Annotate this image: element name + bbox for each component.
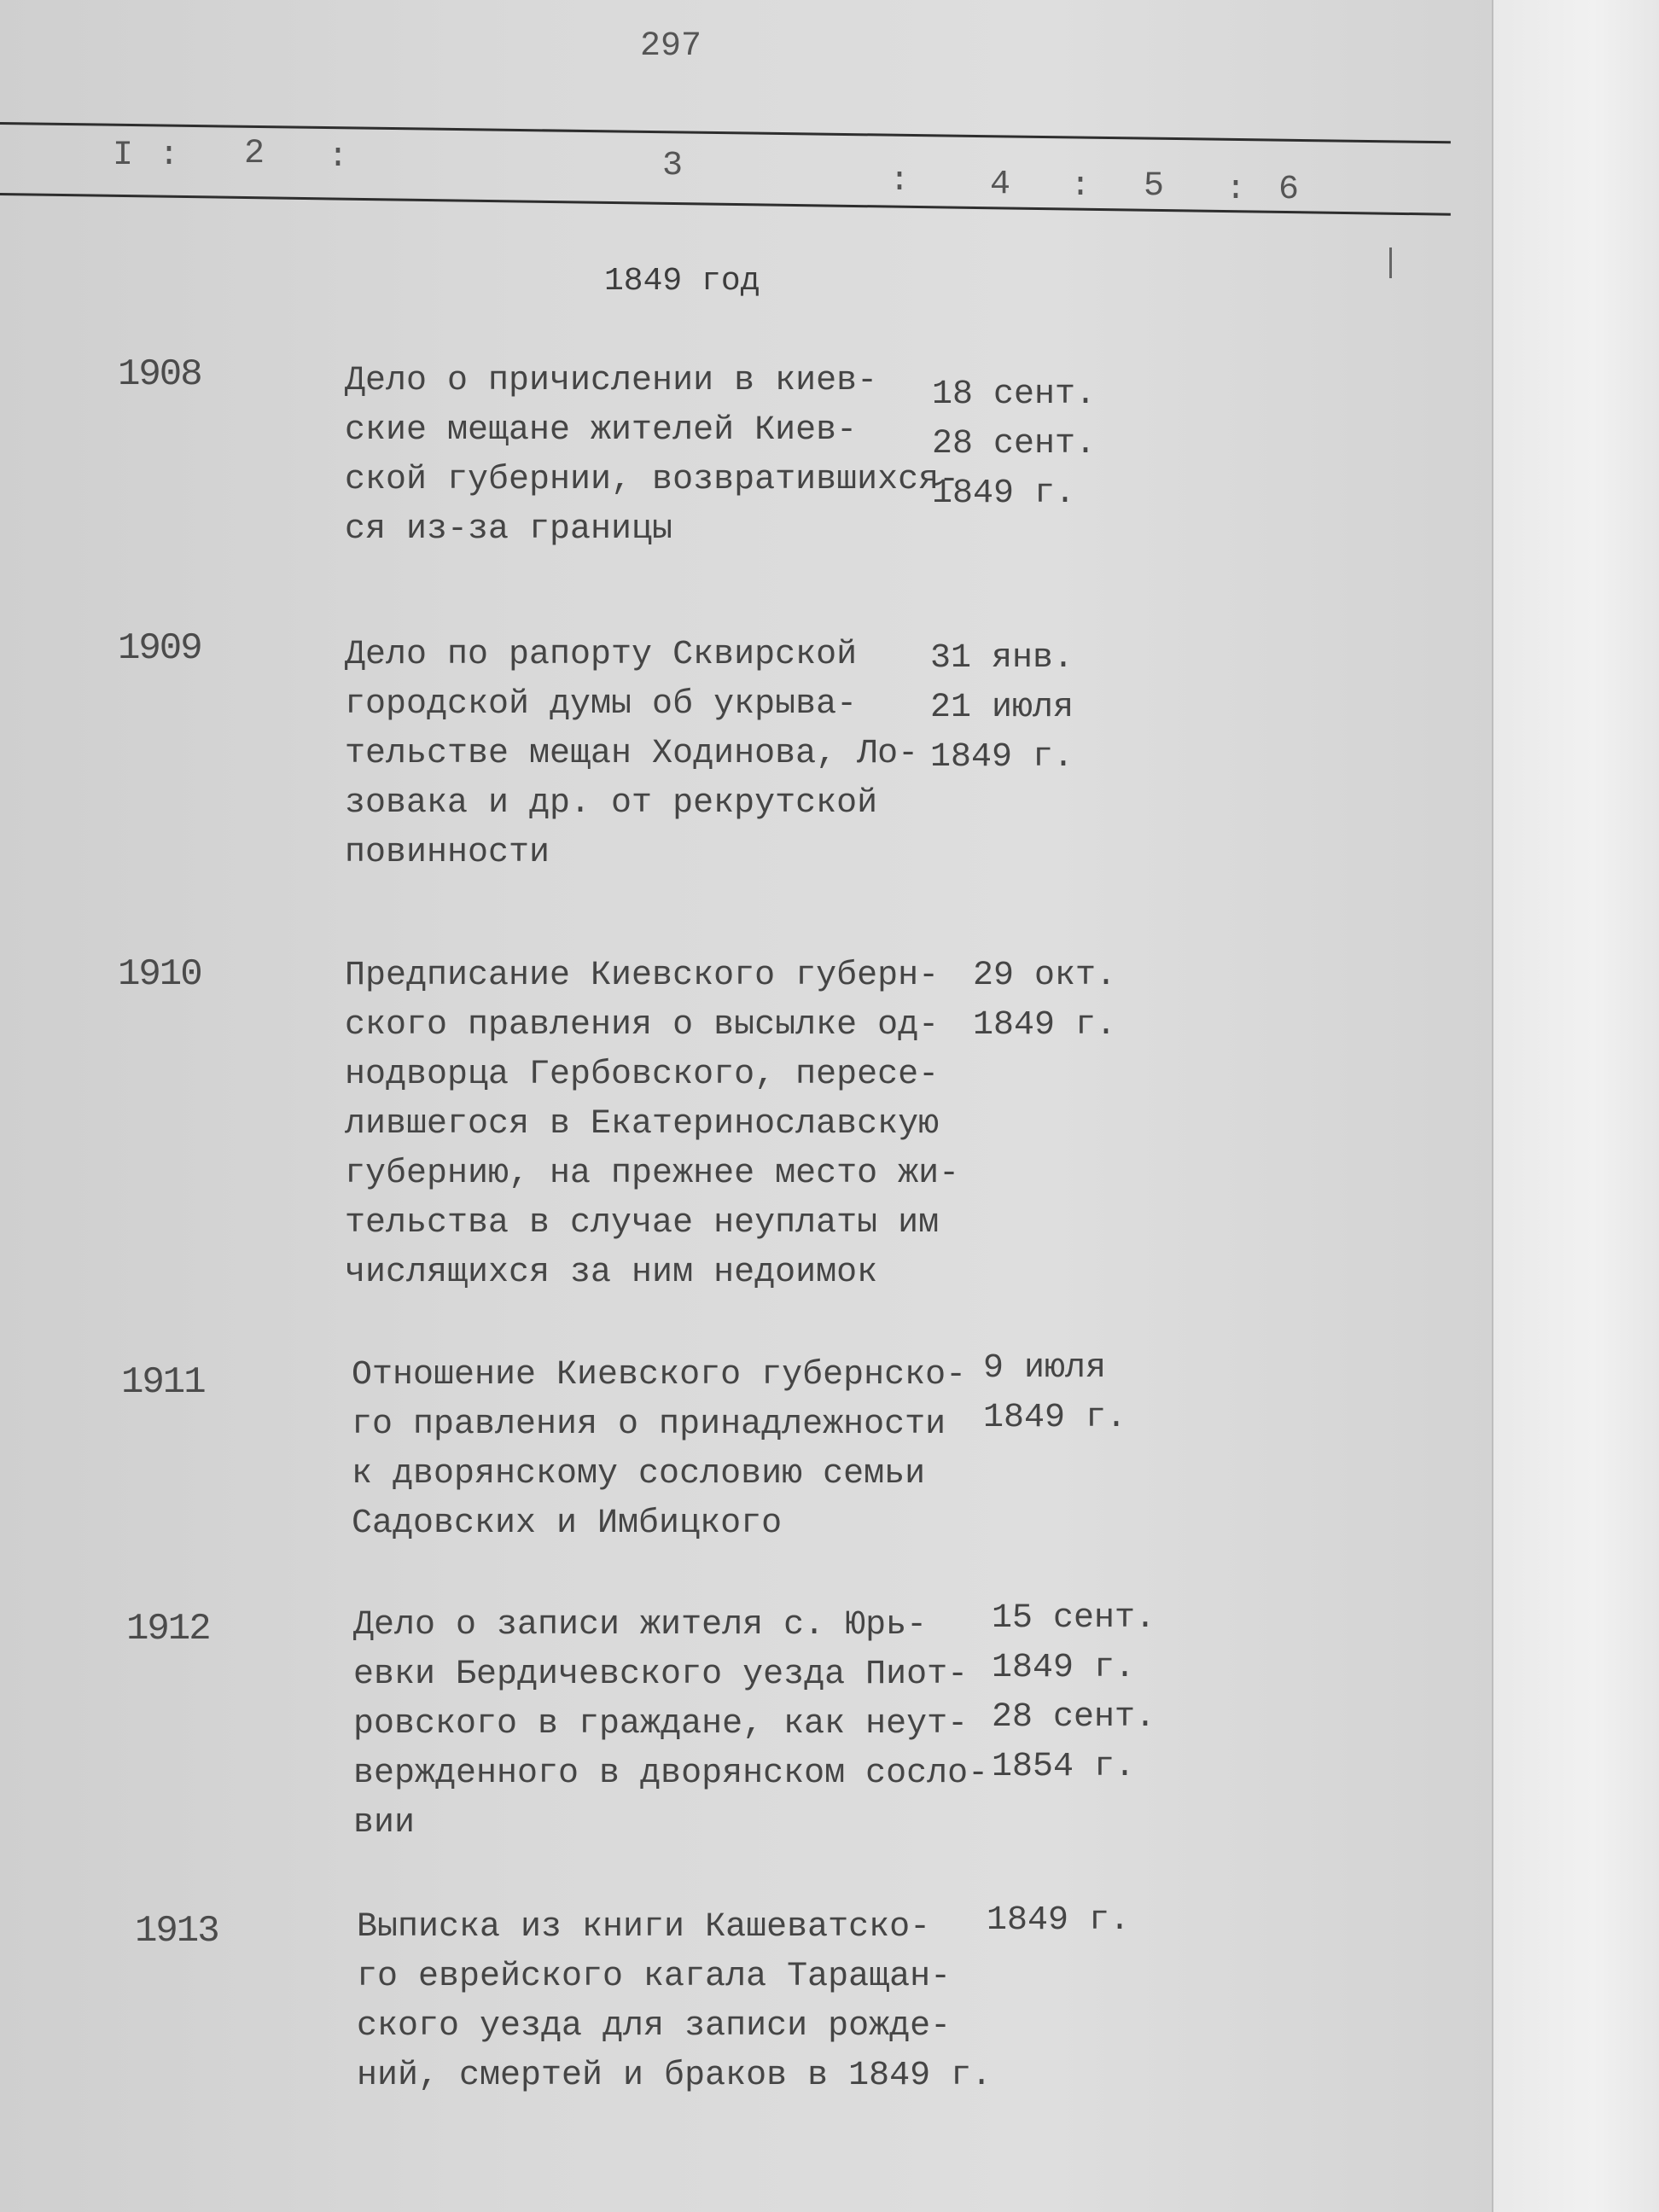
description-line: городской думы об укрыва-: [345, 685, 858, 724]
entry-dates: [973, 952, 1169, 1051]
column-header-separator: :: [159, 137, 180, 175]
description-line: вержденного в дворянском сосло-: [353, 1755, 989, 1793]
header-top-rule: [0, 122, 1451, 143]
date-line: 18 сент.: [932, 375, 1097, 414]
description-line: числящихся за ним недоимок: [345, 1254, 878, 1292]
date-line: 28 сент.: [992, 1698, 1156, 1737]
column-header-5: 5: [1144, 167, 1165, 206]
description-line: зовака и др. от рекрутской: [345, 784, 878, 823]
entry-number: 1913: [135, 1910, 218, 1953]
date-line: 15 сент.: [992, 1599, 1156, 1638]
description-line: Предписание Киевского губерн-: [345, 957, 940, 995]
description-line: ний, смертей и браков в 1849 г.: [357, 2057, 992, 2095]
entry-number: 1908: [118, 353, 201, 396]
date-line: 28 сент.: [932, 425, 1097, 463]
date-line: 1849 г.: [932, 474, 1076, 513]
entry-dates: [983, 1344, 1179, 1443]
margin-tick-mark: [1389, 247, 1392, 278]
entry-description: [345, 357, 993, 555]
description-line: Дело по рапорту Сквирской: [345, 636, 858, 674]
entry-dates: [992, 1594, 1188, 1792]
column-header-4: 4: [990, 166, 1011, 204]
entry-description: [345, 631, 993, 878]
entry-description: [345, 952, 993, 1298]
column-header-3: 3: [662, 147, 684, 185]
date-line: 29 окт.: [973, 957, 1117, 995]
description-line: Отношение Киевского губернско-: [352, 1356, 967, 1394]
column-header-2: 2: [244, 135, 265, 173]
column-header-separator: :: [328, 138, 349, 177]
date-line: 1849 г.: [930, 738, 1074, 777]
description-line: ские мещане жителей Киев-: [345, 411, 858, 450]
description-line: ского правления о высылке од-: [345, 1006, 940, 1045]
entry-number: 1911: [121, 1361, 205, 1404]
date-line: 1849 г.: [992, 1649, 1136, 1687]
date-line: 1849 г.: [973, 1006, 1117, 1045]
date-line: 1849 г.: [983, 1399, 1127, 1437]
entry-description: [353, 1601, 1002, 1848]
description-line: го правления о принадлежности: [352, 1406, 946, 1444]
description-line: вии: [353, 1804, 416, 1842]
description-line: к дворянскому сословию семьи: [352, 1455, 926, 1493]
description-line: Дело о записи жителя с. Юрь-: [353, 1606, 928, 1644]
date-line: 9 июля: [983, 1349, 1107, 1388]
entry-number: 1910: [118, 953, 201, 996]
description-line: го еврейского кагала Таращан-: [357, 1958, 952, 1996]
entry-dates: [932, 370, 1128, 519]
entry-number: 1909: [118, 627, 201, 670]
date-line: 1854 г.: [992, 1748, 1136, 1786]
adjacent-page-edge: [1492, 0, 1659, 2212]
date-line: 1849 г.: [987, 1901, 1131, 1940]
entry-number: 1912: [126, 1608, 210, 1650]
description-line: ского уезда для записи рожде-: [357, 2007, 952, 2046]
description-line: Дело о причислении в киев-: [345, 362, 878, 400]
entry-description: [357, 1903, 1005, 2101]
year-heading: 1849 год: [604, 263, 760, 300]
description-line: евки Бердичевского уезда Пиот-: [353, 1656, 969, 1694]
entry-description: [352, 1351, 1000, 1549]
description-line: тельства в случае неуплаты им: [345, 1204, 940, 1243]
description-line: ровского в граждане, как неут-: [353, 1705, 969, 1743]
description-line: нодворца Гербовского, пересе-: [345, 1056, 940, 1094]
date-line: 31 янв.: [930, 639, 1074, 678]
description-line: ской губернии, возвратившихся-: [345, 461, 960, 499]
description-line: Садовских и Имбицкого: [352, 1505, 783, 1543]
column-header-separator: :: [889, 162, 911, 201]
page-number: 297: [640, 27, 702, 66]
column-header-6: 6: [1278, 171, 1300, 209]
description-line: повинности: [345, 834, 550, 872]
column-header-separator: :: [1225, 171, 1247, 209]
entry-dates: [987, 1896, 1183, 1946]
description-line: Выписка из книги Кашеватско-: [357, 1908, 931, 1947]
description-line: губернию, на прежнее место жи-: [345, 1155, 960, 1193]
description-line: ся из-за границы: [345, 510, 673, 549]
date-line: 21 июля: [930, 689, 1074, 727]
entry-dates: [930, 634, 1126, 783]
column-header-1: I: [113, 137, 134, 175]
column-header-separator: :: [1070, 167, 1091, 206]
description-line: лившегося в Екатеринославскую: [345, 1105, 940, 1144]
description-line: тельстве мещан Ходинова, Ло-: [345, 735, 919, 773]
